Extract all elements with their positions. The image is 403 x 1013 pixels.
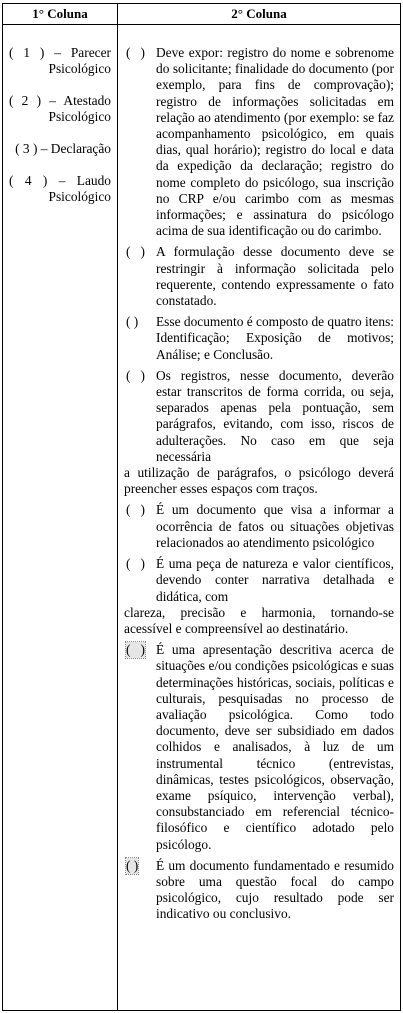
statement-8-text: É um documento fundamentado e resumido sobre uma questão focal do campo psicológico, cujo resultado pode ser indicativo ou conclusivo. xyxy=(156,857,394,922)
column-1-header: 1° Coluna xyxy=(3,4,118,25)
statement-4-continuation: a utilização de parágrafos, o psicólogo deverá preencher esses espaços com traços. xyxy=(124,465,394,497)
answer-blank-3[interactable]: ( ) xyxy=(126,314,139,330)
statement-1-text: Deve expor: registro do nome e sobrenome do solicitante; finalidade do documento (por exemplo, para fins de comprovação); registro de informações solicitadas em relação ao atendimento (por exemplo: se faz acompanhamento psicológico, em quais dias, qual horário); registro do local e data da expedição da declaração; registro do nome completo do psicólogo, sua inscrição no CRP e/ou carimbo com as mesmas informações; e assinatura do psicólogo acima de sua identificação ou do carimbo. xyxy=(156,45,394,239)
option-atestado: ( 2 ) – Atestado Psicológico xyxy=(9,93,111,124)
answer-blank-1[interactable]: ( ) xyxy=(126,45,145,60)
right-items-cell xyxy=(118,25,401,1011)
statement-2-text: A formulação desse documento deve se restringir à informação solicitada pelo requerente, contendo expressamente o fato constatado. xyxy=(156,244,394,309)
statement-5-text: É um documento que visa a informar a ocorrência de fatos ou situações objetivas relacionados ao atendimento psicológico xyxy=(156,502,394,550)
option-parecer: ( 1 ) – Parecer Psicológico xyxy=(9,45,111,76)
statement-6-text: É uma peça de natureza e valor científicos, devendo conter narrativa detalhada e didática, com xyxy=(156,556,394,604)
answer-blank-8[interactable]: ( ) xyxy=(126,857,139,873)
option-laudo: ( 4 ) – Laudo Psicológico xyxy=(9,173,111,204)
column-2-header: 2° Coluna xyxy=(118,4,401,25)
body-row xyxy=(3,25,401,1011)
statement-4-text: Os registros, nesse documento, deverão estar transcritos de forma corrida, ou seja, separados apenas pela pontuação, sem parágrafos, evitando, com isso, riscos de adulterações. No caso em que seja necessária xyxy=(156,367,394,464)
matching-table xyxy=(2,3,401,1011)
answer-blank-2[interactable]: ( ) xyxy=(126,244,145,260)
statement-7-text: É uma apresentação descritiva acerca de situações e/ou condições psicológicas e suas determinações históricas, sociais, políticas e culturais, pesquisadas no processo de avaliação psicológica. Como todo documento, deve ser subsidiado em dados colhidos e analisados, à luz de um instrumental técnico (entrevistas, dinâmicas, testes psicológicos, observação, exame psíquico, intervenção verbal), consubstanciado em referencial técnico-filosófico e científico adotado pelo psicólogo. xyxy=(156,642,394,852)
left-options-cell xyxy=(3,25,118,1011)
statement-3 xyxy=(126,314,394,363)
answer-blank-7[interactable]: ( ) xyxy=(126,642,145,658)
statement-6-continuation: clareza, precisão e harmonia, tornando-se acessível e compreensível ao destinatário. xyxy=(124,604,394,636)
statement-8 xyxy=(126,858,394,923)
statement-2 xyxy=(126,244,394,309)
statement-4 xyxy=(126,368,394,465)
statement-1 xyxy=(126,45,394,239)
statement-3-text: Esse documento é composto de quatro itens: Identificação; Exposição de motivos; Análise; e Conclusão. xyxy=(156,314,395,362)
header-row xyxy=(3,4,401,25)
answer-blank-4[interactable]: ( ) xyxy=(126,367,145,383)
statement-6 xyxy=(126,556,394,605)
statement-5 xyxy=(126,502,394,551)
statement-7 xyxy=(126,642,394,853)
answer-blank-6[interactable]: ( ) xyxy=(126,556,145,572)
option-declaracao: ( 3 ) – Declaração xyxy=(15,141,111,156)
answer-blank-5[interactable]: ( ) xyxy=(126,502,145,518)
